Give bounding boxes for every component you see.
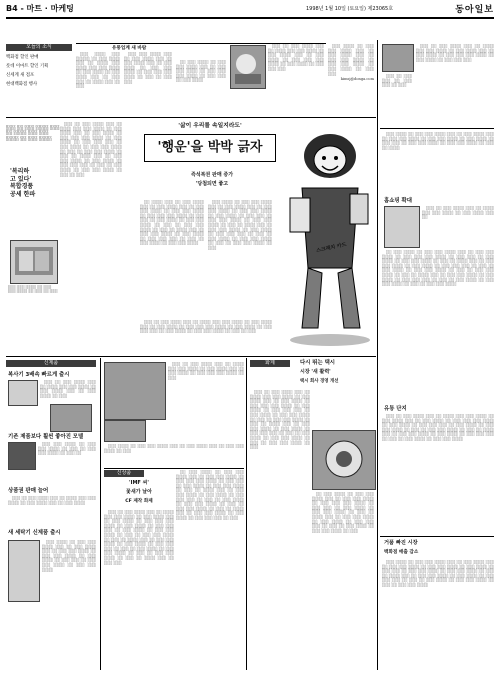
cartoon-graphic — [272, 118, 376, 348]
column-divider — [246, 358, 247, 670]
top-story-text: ░░░ ░░░░ ░░ ░░░ ░░░ ░░░░ ░░░ ░░ ░░░ ░░░░ ░░░ ░░ ░░░ ░░░ ░░░░ ░░ ░░░ ░░░ ░░░░ ░░ ░░░ ░░░░ ░░ ░░░ ░░░ kimsj@donga.com — [328, 44, 374, 82]
mid-lower-text: ░░ ░░░ ░░░░ ░░ ░░░ ░░░ ░░░░ ░░░ ░░ ░░░ ░░░ ░░░░ ░░ ░░░ ░░░ ░░░ ░░░░ ░░ ░░░ ░░░ ░░ ░░░ ░░░░ ░░ ░░░ ░░░ ░░░░ ░░ ░░░ ░░ ░░░░ ░░░ ░░ ░░░ ░░░ ░░░░ ░░ ░░░ ░░░░ ░░ ░░░ ░░░ ░░░ ░░ ░░░ ░░ ░░░ ░░░░ ░░ ░░░ ░░░ ░░░░ ░░ ░░░ ░░ ░░░ ░░░ ░░░░ ░░ ░░░ ░░ ░░░░ ░░░ ░░ ░░░ ░░░ ░░░░ ░░ ░░░ ░░░░ ░░ ░░░ ░░░ ░░░ ░░ ░░░ — [176, 470, 244, 520]
photo-graphic — [231, 46, 265, 88]
side-quote-line: 고 있다' — [10, 175, 32, 183]
mid-text: ░░░ ░░ ░░░ ░░░░ ░░░ ░░ ░░░░ ░░░ ░░░ ░░░░ ░░ ░░░ ░░░░ ░░░ ░░ ░░░ ░░░░ ░░ ░░░ ░░░ ░░░ ░░░░ ░░ ░░░ — [168, 362, 244, 380]
left-lower-text: ░░░ ░░ ░░░ ░░░░ ░░░ ░░ ░░░░ ░░░ ░░░ ░░░░ ░░ ░░░ ░░░░ ░░░ ░░ ░░░ ░░░░ — [8, 496, 96, 505]
top-story-text: ░░░ ░░ ░░░ ░░░░ ░░░ ░░ ░░░░ ░░░ ░░░ ░░░░ ░░ ░░░ ░░░░ ░░░ ░░ ░░░ ░░░░ ░░ ░░░ ░░░ ░░░ ░░░░ ░░ ░░░ ░░░░ ░░ ░░░ ░░░ ░░░ — [268, 44, 324, 71]
left-lower-text: ░░░ ░░░░ ░░ ░░░ ░░░ ░░░░ ░░░ ░░ ░░░ ░░░░ ░░░ ░░ ░░░ ░░░ ░░░░ ░░ ░░░ ░░░ ░░░░ ░░ ░░░ ░░░░ ░░ ░░░ ░░░ ░░ ░░░ ░░░ ░░░░ ░░ ░░░ ░░░ ░░░░ — [42, 540, 96, 572]
left-lower-sub-3: 상품권 판매 늘어 — [8, 488, 49, 494]
product-photo — [8, 380, 38, 406]
product-photo — [8, 540, 40, 602]
feature-headline: '행운'을 박박 긁자 — [144, 134, 276, 162]
mid-lower2-text: ░░ ░░░ ░░░░ ░░ ░░░ ░░░ ░░░░ ░░░ ░░ ░░░ ░░░ ░░░░ ░░ ░░░ ░░░ ░░░ ░░░░ ░░ ░░░ ░░░ ░░ ░░░ ░░░░ ░░ ░░░ ░░░ ░░░░ ░░ ░░░ ░░ ░░░░ ░░░ ░░ ░░░ ░░░ ░░░░ ░░ ░░░ ░░░░ ░░ ░░░ ░░░ ░░░ ░░ ░░░ ░░ ░░░ ░░░░ ░░ ░░░ ░░░ ░░░░ ░░ ░░░ — [312, 492, 374, 533]
top-story-text: ░░░ ░░░ ░░░░ ░░░ ░░ ░░░ ░░░░ ░░░ ░░ ░░░ ░░░░ ░░░ ░░ ░░░ ░░░░ ░░ ░░░ ░░░ ░░░░ ░░ ░░░ ░░░ ░░░ ░░░░ ░░ ░░░ ░░ ░░░ ░░░ — [124, 52, 172, 84]
column-divider — [100, 358, 101, 670]
side-quote — [10, 168, 58, 198]
right-sub-1: 홈쇼핑 확대 — [384, 198, 412, 204]
right-bottom-box-title: 거품 빠진 시장 — [384, 540, 418, 546]
feature-lead: ░░░ ░░ ░░░ ░░░░ ░░░ ░░ ░░░░ ░░░ ░░░ ░░░░ ░░ ░░░ ░░░░ — [6, 125, 60, 141]
feature-photo-caption: ░░░ ░░░ ░░░░ ░░ ░░░ ░░░ ░░░░ ░░ ░░░ ░░ ░░░ — [8, 285, 58, 294]
photo-graphic — [313, 431, 375, 489]
story-photo — [104, 362, 166, 420]
right-text: ░░░ ░░░░ ░░ ░░░ ░░░ ░░░░ ░░░ ░░ ░░░ ░░░░ ░░░ ░░ ░░░ ░░░ ░░░░ ░░ ░░░ ░░░ ░░░░ ░░ ░░░ ░░░░ ░░ ░░░ ░░░ ░░ ░░░ ░░░ ░░░░ ░░ ░░░ ░░░ ░░░░ ░░ ░░░ ░░ ░░░░ — [382, 132, 494, 150]
issue-date: 1998년 1월 10일 (토요일) 제23065호 — [306, 6, 394, 12]
right-sub-2: 유통 단지 — [384, 406, 407, 412]
lower-rule — [6, 356, 376, 357]
feature-photo — [10, 240, 58, 284]
story-photo — [104, 420, 146, 442]
mid-lower2-title-2: 시장 '새 활력' — [300, 369, 331, 375]
cartoon-illustration — [272, 118, 376, 348]
feature-subhead-2: '당첨되면 좋고 — [195, 181, 229, 187]
mid-lower-title-3: CF 제작 화제 — [125, 499, 153, 504]
photo-graphic — [11, 241, 57, 283]
feature-kicker: '삶이 우리를 속일지라도' — [178, 123, 242, 129]
product-photo — [8, 442, 36, 470]
mid-lower2-title-3: 택시 회사 경영 개선 — [300, 379, 339, 384]
feature-subhead-1: 즉석복권 판매 증가 — [190, 172, 234, 178]
right-text: ░░░ ░░ ░░░ ░░░░ ░░░ ░░ ░░░░ ░░░ ░░░ ░░░░ ░░ ░░░ ░░░░ ░░░ ░░ ░░░ ░░░░ ░░ ░░░ ░░░ ░░░ ░░░░ ░░ ░░░ ░░░░ ░░ ░░░ ░░░ ░░░ ░░ ░░░ ░░░░ ░░ ░░░ ░░░ ░░░░ ░░ ░░░ ░░ ░░░ ░░░ ░░░░ ░░ ░░░ ░░ ░░░░ ░░░ ░░ ░░░ ░░░ ░░░░ ░░ ░░░ ░░░░ ░░ ░░░ ░░░ ░░░ ░░ ░░░ ░░ ░░░ ░░░░ ░░ ░░░ ░░░ ░░░░ — [382, 414, 494, 441]
index-box-title: 오늘의 소식 — [6, 44, 72, 51]
top-photo — [230, 45, 266, 89]
right-rule — [380, 128, 494, 129]
left-lower-sub-4: 새 세탁기 신제품 출시 — [8, 530, 61, 536]
index-item: 백화점 할인 판매 — [6, 55, 39, 60]
right-photo — [382, 44, 414, 72]
index-item: 롯데 이마트 할인 기획 — [6, 64, 49, 69]
top-story-text: ░░░ ░░░░ ░░░ ░░░░░ ░░ ░░░ ░░░░ ░░░ ░░ ░░░░ ░░░ ░░░░ ░░░ ░░░ ░░░░ ░░ ░░░ ░░░░ ░░ ░░░ ░░░░ ░░░ ░░ ░░░ ░░░ ░░ ░░░░ ░░░ ░░ ░░░ — [76, 52, 120, 89]
page-label: B4 - 마트 · 마케팅 — [6, 4, 74, 13]
right-bottom-box-sub: 백화점 매출 감소 — [384, 550, 419, 555]
index-item: 신세계 새 점포 — [6, 73, 35, 78]
right-text: ░░░ ░░░░ ░░ ░░░ ░░░ ░░░░ ░░░ ░░ ░░░ ░░░░ ░░░ ░░ ░░░ ░░░ ░░░░ ░░ ░░░ ░░░ ░░░░ ░░ ░░░ ░░░░ ░░ ░░░ ░░░ ░░ ░░░ ░░░ ░░░░ ░░ ░░░ ░░░ ░░░░ ░░ ░░░ ░░ ░░░░ ░░░ ░░ ░░░ ░░░ ░░░░ ░░ ░░░ ░░░░ ░░ ░░░ ░░░ ░░░ ░░ ░░░ ░░ ░░░ ░░░░ ░░ ░░░ ░░░ ░░░░ ░░ ░░░ ░░ ░░░ ░░░ ░░░░ — [382, 560, 494, 587]
box-rule — [104, 468, 244, 469]
feature-text: ░░ ░░░░ ░░░ ░░ ░░░ ░░░░ ░░░ ░░ ░░░ ░░░░ ░░░ ░░ ░░░ ░░░ ░░░░ ░░ ░░░ ░░░ ░░░░ ░░ ░░░ ░░░ ░░░ ░░░░ ░░ ░░░ ░░░ ░░ ░░░ ░░░░ ░░ ░░░ ░░░ ░░░░ ░░ ░░░ ░░ ░░░ ░░░ ░░░░ ░░ ░░░ ░░ ░░░░ ░░░ ░░ ░░░ ░░░ ░░░░ ░░ ░░░ ░░░░ ░░ ░░░ ░░░ ░░░ ░░ ░░░ ░░ ░░░ ░░░░ ░░ ░░░ ░░░ ░░░░ — [140, 200, 204, 246]
taxi-photo — [312, 430, 376, 490]
mid-lower-title-2: 꽃새가 날아 — [126, 489, 152, 495]
feature-text: ░░░ ░░ ░░░ ░░░░ ░░░ ░░ ░░░░ ░░░ ░░░ ░░░░ ░░ ░░░ ░░░░ ░░░ ░░ ░░░ ░░░░ ░░ ░░░ ░░░ ░░░ ░░░░ ░░ ░░░ ░░░░ ░░ ░░░ ░░░ ░░░ ░░ ░░░ ░░░░ ░░ ░░░ ░░░ ░░░░ ░░ ░░░ ░░ ░░░ ░░░ ░░░░ ░░ ░░░ ░░ ░░░░ ░░░ ░░ ░░░ ░░░ ░░░░ ░░ ░░░ ░░░░ ░░ ░░░ ░░░ ░░░ ░░ ░░░ ░░ ░░░ ░░░░ ░░ ░░░ ░░░ ░░░░ ░░ ░░░ ░░ ░░░ — [60, 122, 122, 177]
right-text: ░░ ░░░ ░░░░ ░░ ░░░ ░░░ ░░░░ ░░░ ░░ ░░░ ░░░ ░░░░ ░░ ░░░ ░░░ ░░░ ░░░░ ░░ ░░░ ░░░ ░░ ░░░ ░░░░ ░░ ░░░ ░░░ ░░░░ ░░ ░░░ ░░ ░░░░ ░░░ ░░ ░░░ ░░░ ░░░░ ░░ ░░░ ░░░░ ░░ ░░░ ░░░ ░░░ ░░ ░░░ ░░ ░░░ ░░░░ ░░ ░░░ ░░░ ░░░░ ░░ ░░░ ░░ ░░░ ░░░ ░░░░ ░░ ░░░ ░░ ░░░░ ░░░ ░░ ░░░ ░░░ ░░░░ ░░ ░░░ ░░░░ ░░ ░░░ ░░░ ░░░ ░░ ░░░ ░░ ░░░ ░░░░ ░░ ░░░ ░░░ ░░░░ ░░ ░░░ ░░ ░░░ ░░░ ░░░░ — [382, 250, 494, 287]
page-header — [6, 3, 494, 19]
left-lower-text: ░░░ ░░░ ░░░░ ░░ ░░░ ░░░ ░░░░ ░░ ░░░ ░░ ░░░ ░░░ ░░░░ ░░ ░░░ ░░ — [38, 442, 96, 456]
byline: kimsj@donga.com — [340, 77, 374, 82]
cartoon-label: 스크래치 카드 — [315, 241, 348, 255]
feature-text: ░░░ ░░░░ ░░ ░░░ ░░░ ░░░░ ░░░ ░░ ░░░ ░░░░ ░░░ ░░ ░░░ ░░░ ░░░░ ░░ ░░░ ░░░ ░░░░ ░░ ░░░ ░░░░ ░░ ░░░ ░░░ ░░ ░░░ ░░░ ░░░░ ░░ ░░░ ░░░ ░░░░ ░░ ░░░ ░░ ░░░░ ░░░ ░░ ░░░ ░░░ ░░░░ ░░ ░░░ ░░░░ ░░ ░░░ ░░░ ░░░ ░░ ░░░ ░░ ░░░ ░░░░ ░░ ░░░ ░░░ ░░░░ ░░ ░░░ ░░ ░░░ ░░░ ░░░░ ░░ ░░░ — [208, 200, 272, 250]
left-lower-sub-1: 복사기 3배속 빠르게 출시 — [8, 372, 70, 378]
column-divider — [377, 40, 378, 670]
side-quote-line: 공세 한파 — [10, 190, 36, 198]
left-lower-text: ░░░ ░░ ░░░ ░░░░ ░░░ ░░ ░░░░ ░░░ ░░░ ░░░░ ░░ ░░░ ░░░░ ░░░ ░░ ░░░ ░░░░ ░░ ░░░ — [40, 380, 96, 398]
newspaper-logo: 동아일보 — [455, 5, 494, 15]
feature-text: ░░░ ░░ ░░░ ░░░░ ░░░ ░░ ░░░░ ░░░ ░░░ ░░░░ ░░ ░░░ ░░░░ ░░░ ░░ ░░░ ░░░░ ░░ ░░░ ░░░ ░░░ ░░░░ ░░ ░░░ ░░░░ ░░ ░░░ ░░░ ░░░ ░░ ░░░ ░░░░ ░░ ░░░ ░░░ ░░░░ ░░ ░░░ ░░ ░░░ — [140, 320, 272, 334]
mid-lower-box-title: 신상품 — [104, 470, 144, 477]
left-lower-sub-2: 기존 제품보다 훨씬 좋아진 모델 — [8, 434, 84, 440]
mid-lower-title-1: 'IMF 씨' — [129, 480, 149, 486]
index-item: 현대백화점 행사 — [6, 82, 38, 87]
mid-text: ░░░ ░░░░ ░░ ░░░ ░░░ ░░░░ ░░░ ░░ ░░░ ░░░░ ░░░ ░░ ░░░ ░░░ ░░░░ ░░ ░░░ — [104, 444, 244, 453]
left-lower-section-title: 신제품 — [6, 360, 96, 367]
side-quote-line: '복리하 — [10, 168, 30, 175]
mid-lower2-title-1: 다시 뛰는 택시 — [300, 360, 335, 366]
index-list — [6, 53, 72, 113]
mid-lower2-box-title: 화제 — [250, 360, 290, 367]
right-text: ░░░ ░░ ░░░ ░░░░ ░░░ ░░ ░░░░ ░░░ ░░░ ░░░░ ░░ ░░░ ░░░░ ░░░ ░░ ░░░ ░░░░ ░░ ░░░ ░░░ ░░░ ░░░░ ░░ ░░░ ░░░░ ░░ ░░░ ░░░ ░░░ — [416, 44, 494, 62]
right-photo — [384, 206, 420, 248]
top-story-text: ░░ ░░░ ░░░░ ░░ ░░░ ░░░ ░░░░ ░░░ ░░ ░░░ ░░░ ░░░░ ░░ ░░░ ░░░ ░░░ ░░░░ ░░ ░░░ ░░░ ░░ ░░░ ░░░░ — [176, 60, 226, 83]
right-rule — [380, 536, 494, 537]
right-text: ░░░ ░░ ░░░ ░░░ ░░ ░░░ ░░░ ░░ ░░░ — [382, 74, 412, 88]
right-text: ░░░ ░░ ░░░ ░░░░ ░░░ ░░ ░░░░ ░░░ ░░░ ░░░░ ░░ ░░░ ░░░░ ░░░ ░░ — [422, 206, 494, 220]
product-photo — [50, 404, 92, 432]
top-story-title: 유통업계 새 바람 — [112, 46, 147, 51]
side-quote-line: 복합경품 — [10, 183, 34, 191]
mid-lower2-text: ░░░ ░░ ░░░ ░░░░ ░░░ ░░ ░░░░ ░░░ ░░░ ░░░░ ░░ ░░░ ░░░░ ░░░ ░░ ░░░ ░░░░ ░░ ░░░ ░░░ ░░░ ░░░░ ░░ ░░░ ░░░░ ░░ ░░░ ░░░ ░░░ ░░ ░░░ ░░░░ ░░ ░░░ ░░░ ░░░░ ░░ ░░░ ░░ ░░░ ░░░ ░░░░ ░░ ░░░ ░░ ░░░░ ░░░ ░░ ░░░ ░░░ ░░░░ ░░ ░░░ ░░░░ ░░ ░░░ ░░░ ░░░ ░░ ░░░ ░░ ░░░ ░░░░ ░░ ░░░ ░░░ ░░░░ ░░ ░░░ ░░ ░░░ ░░░ ░░░░ ░░ ░░░ — [250, 390, 310, 450]
mid-lower-text: ░░░ ░░ ░░░ ░░░░ ░░░ ░░ ░░░░ ░░░ ░░░ ░░░░ ░░ ░░░ ░░░░ ░░░ ░░ ░░░ ░░░░ ░░ ░░░ ░░░ ░░░ ░░░░ ░░ ░░░ ░░░░ ░░ ░░░ ░░░ ░░░ ░░ ░░░ ░░░░ ░░ ░░░ ░░░ ░░░░ ░░ ░░░ ░░ ░░░ ░░░ ░░░░ ░░ ░░░ ░░ ░░░░ ░░░ ░░ ░░░ ░░░ ░░░░ ░░ ░░░ ░░░░ ░░ ░░░ ░░░ ░░░ ░░ ░░░ ░░ ░░░ ░░░░ ░░ ░░░ ░░░ ░░░░ ░░ ░░░ ░░ ░░░ ░░░ ░░░░ ░░ ░░░ ░░ ░░░░ ░░░ ░░ ░░░ ░░░ — [104, 510, 174, 565]
